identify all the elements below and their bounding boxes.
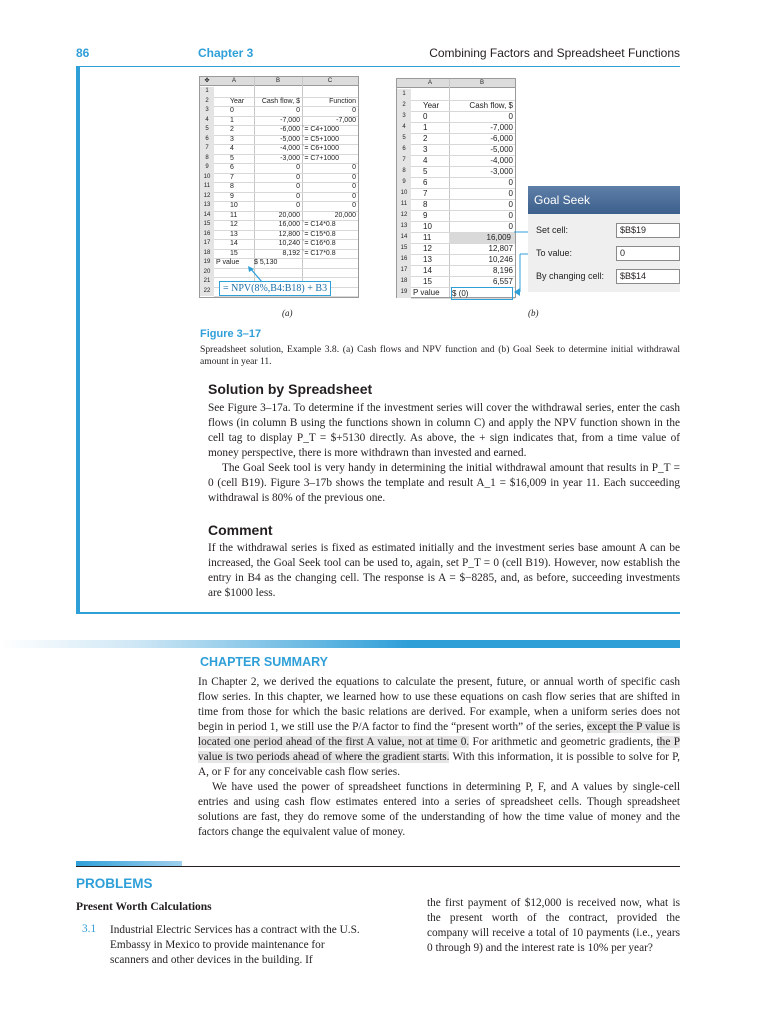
row-number: 1: [200, 87, 214, 97]
summary-p1-part-b: For arithmetic and geometric gradients,: [469, 736, 657, 748]
cell-c: `= C14*0.8: [302, 221, 336, 228]
cell-c: -7,000: [336, 116, 356, 124]
cell-a: 0: [423, 112, 428, 121]
solution-text: [208, 401, 680, 506]
chapter-summary-bar: [0, 640, 680, 648]
solution-heading: Solution by Spreadsheet: [208, 381, 373, 397]
row-number: 15: [397, 243, 411, 254]
goal-seek-dialog: [528, 186, 680, 292]
cell-b: 6,557: [492, 277, 513, 286]
solution-paragraph-2: The Goal Seek tool is very handy in determining the initial withdrawal amount that results in P_T = 0 (cell B19). Figure 3–17b shows the template and result A_1 = $16,009 in year 11. Each succeeding withdrawal is 80% of the previous one.: [208, 462, 680, 504]
cell-a: 13: [230, 230, 238, 238]
cell-a: 11: [230, 211, 238, 219]
row-number: 8: [397, 166, 411, 177]
page-number: 86: [76, 46, 90, 60]
running-title: Combining Factors and Spreadsheet Functions: [429, 46, 680, 60]
row-number: 9: [200, 163, 214, 173]
changing-cell-label: By changing cell:: [536, 271, 605, 281]
cell-a: 1: [423, 123, 428, 132]
row-number: 5: [200, 125, 214, 135]
cell-a: 12: [423, 244, 432, 253]
cell-b: -6,000: [490, 134, 513, 143]
row-number: 16: [200, 230, 214, 240]
changing-cell-field[interactable]: $B$14: [616, 269, 680, 284]
cell-c: Function: [329, 97, 356, 105]
cell-b: 16,009: [449, 232, 515, 243]
cell-a: 7: [423, 189, 428, 198]
figure-label: Figure 3–17: [200, 328, 262, 340]
cell-c: 0: [352, 192, 356, 200]
row-number: 15: [200, 220, 214, 230]
problem-3-1-number: 3.1: [82, 923, 97, 935]
cell-b: 0: [508, 178, 513, 187]
subfigure-b-label: (b): [528, 308, 539, 318]
cell-b: 0: [296, 173, 300, 181]
cell-b: -5,000: [490, 145, 513, 154]
cell-a: 0: [230, 107, 234, 114]
cell-c: 0: [352, 107, 356, 114]
cell-b: Cash flow, $: [469, 101, 513, 110]
row-gridline: [214, 268, 358, 269]
cell-b: 0: [296, 202, 300, 209]
cell-a: 7: [230, 173, 234, 181]
cell-b: 0: [296, 107, 300, 114]
row-gridline: [214, 277, 358, 278]
row-number: 12: [200, 192, 214, 202]
cell-c: `= C7+1000: [302, 154, 339, 162]
cell-a: 4: [423, 156, 428, 165]
cell-a: 2: [230, 126, 234, 133]
cell-a: Year: [230, 97, 245, 105]
cell-b: -3,000: [280, 154, 300, 162]
set-cell-label: Set cell:: [536, 225, 569, 235]
cell-b: -6,000: [280, 126, 300, 133]
row-number: 18: [200, 249, 214, 259]
subfigure-a-label: (a): [282, 308, 293, 318]
row-number: 16: [397, 254, 411, 265]
column-header-B: B: [254, 77, 302, 86]
cell-b: 16,000: [278, 221, 300, 228]
cell-a: 3: [423, 145, 428, 154]
example-bottom-rule: [76, 612, 680, 614]
cell-b: 0: [508, 222, 513, 231]
cell-b: 0: [296, 183, 300, 190]
cell-b: $ 5,130: [254, 259, 278, 266]
goal-seek-title: Goal Seek: [528, 186, 680, 214]
summary-highlight-1: except the P value is located one period ahead of the first A value, not at time 0.: [198, 721, 680, 748]
cell-b: 12,800: [278, 230, 300, 238]
cell-c: 0: [352, 183, 356, 190]
example-side-bar: [76, 66, 80, 614]
row-number: 10: [397, 188, 411, 199]
problems-rule: [76, 866, 680, 867]
row-number: 12: [397, 210, 411, 221]
cell-c: `= C5+1000: [302, 135, 339, 143]
summary-highlight-2: the P value is two periods ahead of where the gradient starts.: [198, 736, 680, 763]
row-number: 6: [397, 144, 411, 155]
solution-paragraph-1: See Figure 3–17a. To determine if the investment series will cover the withdrawal series, enter the cash flows (in column B using the functions shown in column C) and apply the NPV function shown in the cell tag to display P_T = $+5130 directly. As above, the + sign indicates that, from a time value of money perspective, there is more withdrawn than invested and earned.: [208, 402, 680, 459]
chapter-summary-text: [198, 675, 680, 840]
row-number: 18: [397, 276, 411, 287]
cell-b: 20,000: [278, 211, 300, 219]
comment-paragraph: If the withdrawal series is fixed as estimated initially and the investment series base amount A can be increased, the Goal Seek tool can be used to, again, set P_T = 0 (cell B19). However, now establish the entry in B4 as the changing cell. The response is A = $−8285, and, as before, succeeding investments are $1000 less.: [208, 542, 680, 599]
problem-3-1-text-right: the first payment of $12,000 is received now, what is the present worth of the contract, provided the company will receive a total of 10 payments (i.e., years 0 through 9) and the interest rate is 10% per year?: [427, 897, 680, 954]
row-number: 17: [397, 265, 411, 276]
row-number: 9: [397, 177, 411, 188]
row-number: 14: [397, 232, 411, 243]
cell-b: -5,000: [280, 135, 300, 143]
cell-c: 0: [352, 173, 356, 181]
cell-b: 0: [508, 200, 513, 209]
cell-c: `= C15*0.8: [302, 230, 336, 238]
summary-p1-part-a: In Chapter 2, we derived the equations to calculate the present, future, or annual worth of specific cash flow series. In this chapter, we learned how to use these equations on cash flow series that are shifted in time from those for which the basic relations are derived. For example, when a uniform series does not begin in period 1, we still use the P/A factor to find the “present worth” of the series,: [198, 676, 680, 733]
cell-a: 15: [230, 249, 238, 257]
cell-a: 8: [423, 200, 428, 209]
cell-a: 5: [423, 167, 428, 176]
to-value-field[interactable]: 0: [616, 246, 680, 261]
cell-b: 0: [508, 211, 513, 220]
cell-c: `= C4+1000: [302, 126, 339, 133]
cell-b: 10,246: [488, 255, 513, 264]
column-header-corner: [397, 79, 411, 88]
row-number: 10: [200, 173, 214, 183]
cell-b: Cash flow, $: [261, 97, 300, 105]
comment-heading: Comment: [208, 522, 273, 538]
cell-b: -7,000: [280, 116, 300, 124]
cell-b: 8,192: [282, 249, 300, 257]
chapter-summary-heading: CHAPTER SUMMARY: [200, 655, 329, 669]
cell-c: `= C17*0.8: [302, 249, 336, 257]
row-number: 5: [397, 133, 411, 144]
row-number: 19: [200, 258, 214, 268]
cell-b: 0: [296, 192, 300, 200]
cell-a: P value: [216, 259, 240, 266]
column-header-A: A: [411, 79, 449, 88]
row-number: 22: [200, 287, 214, 297]
row-number: 6: [200, 135, 214, 145]
summary-paragraph-2: We have used the power of spreadsheet functions in determining P, F, and A values by single-cell entries and using cash flow estimates entered into a series of spreadsheet cells. Though spreadsheet solutions are fast, they do remove some of the understanding of how the time value of money and the factors change the equivalent value of money.: [198, 781, 680, 838]
row-number: 2: [397, 100, 411, 111]
cell-a: 6: [230, 164, 234, 171]
cell-a: 6: [423, 178, 428, 187]
cell-b: 0: [508, 189, 513, 198]
set-cell-field[interactable]: $B$19: [616, 223, 680, 238]
row-number: 20: [200, 268, 214, 278]
row-number: 7: [397, 155, 411, 166]
cell-b: $ (0): [451, 287, 513, 300]
row-number: 13: [200, 201, 214, 211]
cell-a: 11: [423, 233, 432, 242]
summary-paragraph-1: [198, 675, 680, 780]
row-number: 3: [200, 106, 214, 116]
row-number: 7: [200, 144, 214, 154]
row-number: 17: [200, 239, 214, 249]
problems-heading: PROBLEMS: [76, 876, 153, 891]
cell-a: 13: [423, 255, 432, 264]
cell-a: 1: [230, 116, 234, 124]
cell-a: 8: [230, 183, 234, 190]
cell-a: 9: [230, 192, 234, 200]
column-header-corner: ✤: [200, 77, 214, 86]
cell-a: 14: [230, 240, 238, 247]
header-rule: [76, 66, 680, 67]
row-number: 11: [397, 199, 411, 210]
spreadsheet-b: [396, 78, 516, 298]
cell-b: 0: [508, 112, 513, 121]
row-number: 3: [397, 111, 411, 122]
spreadsheet-a: [199, 76, 359, 298]
npv-tag-arrow: [240, 264, 270, 284]
cell-a: 3: [230, 135, 234, 143]
row-number: 13: [397, 221, 411, 232]
cell-c: `= C16*0.8: [302, 240, 336, 247]
cell-a: 12: [230, 221, 238, 228]
cell-c: 20,000: [334, 211, 356, 219]
cell-a: Year: [423, 101, 440, 110]
cell-a: 10: [423, 222, 432, 231]
row-number: 1: [397, 89, 411, 100]
cell-b: -4,000: [280, 145, 300, 152]
row-number: 4: [397, 122, 411, 133]
cell-a: 5: [230, 154, 234, 162]
row-number: 21: [200, 277, 214, 287]
column-header-C: C: [302, 77, 358, 86]
column-header-B: B: [449, 79, 515, 88]
figure-caption: Spreadsheet solution, Example 3.8. (a) Cash flows and NPV function and (b) Goal Seek to determine initial withdrawal amount in year 11.: [200, 344, 680, 367]
cell-b: -7,000: [490, 123, 513, 132]
cell-a: 15: [423, 277, 432, 286]
row-number: 8: [200, 154, 214, 164]
cell-b: -3,000: [490, 167, 513, 176]
cell-b: 0: [296, 164, 300, 171]
summary-p1-part-c: With this information, it is possible to solve for P, A, or F for any conceivable cash flow series.: [198, 751, 681, 778]
cell-a: 9: [423, 211, 428, 220]
cell-b: -4,000: [490, 156, 513, 165]
cell-b: 8,196: [492, 266, 513, 275]
chapter-label: Chapter 3: [198, 46, 254, 60]
cell-b: 10,240: [278, 240, 300, 247]
row-number: 2: [200, 97, 214, 107]
cell-c: 0: [352, 164, 356, 171]
row-gridline: [214, 296, 358, 297]
cell-a: 2: [423, 134, 428, 143]
cell-c: 0: [352, 202, 356, 209]
npv-cell-tag: = NPV(8%,B4:B18) + B3: [219, 281, 331, 296]
row-number: 4: [200, 116, 214, 126]
cell-a: 4: [230, 145, 234, 152]
to-value-label: To value:: [536, 248, 573, 258]
cell-b: 12,807: [488, 244, 513, 253]
cell-a: 10: [230, 202, 238, 209]
cell-c: `= C6+1000: [302, 145, 339, 152]
cell-a: 14: [423, 266, 432, 275]
problem-3-1-text-left: Industrial Electric Services has a contract with the U.S. Embassy in Mexico to provide maintenance for scanners and other devices in the building. If: [110, 924, 360, 966]
cell-a: P value: [413, 288, 440, 297]
row-number: 11: [200, 182, 214, 192]
row-number: 14: [200, 211, 214, 221]
column-header-A: A: [214, 77, 254, 86]
present-worth-subheading: Present Worth Calculations: [76, 901, 212, 913]
row-number: 19: [397, 287, 411, 298]
